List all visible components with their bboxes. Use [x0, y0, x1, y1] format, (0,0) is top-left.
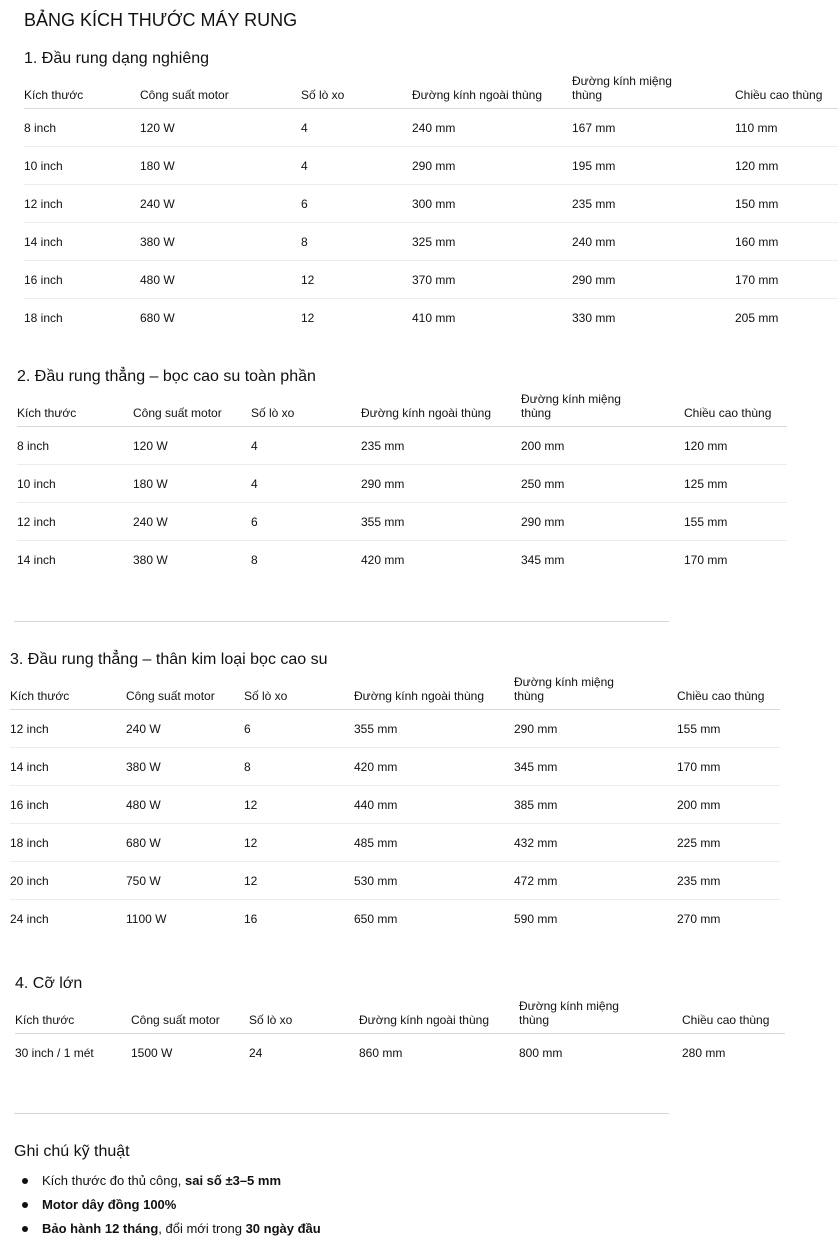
table-cell: 6	[244, 710, 354, 748]
table-cell: 8 inch	[24, 109, 140, 147]
table-row	[17, 541, 787, 579]
table-cell: 120 mm	[735, 147, 838, 185]
table-row	[17, 465, 787, 503]
table-cell: 12 inch	[24, 185, 140, 223]
table-cell: 20 inch	[10, 862, 126, 900]
table-cell: 180 W	[133, 465, 251, 503]
column-header: Đường kính miệng thùng	[514, 673, 677, 710]
table-cell: 240 W	[140, 185, 301, 223]
table-cell: 410 mm	[412, 310, 456, 325]
table-cell: 235 mm	[677, 862, 780, 900]
column-header: Số lò xo	[249, 997, 359, 1034]
table-cell: 680 W	[126, 824, 244, 862]
table-cell: 12	[244, 862, 354, 900]
column-header: Số lò xo	[244, 673, 354, 710]
table-cell: 24 inch	[10, 911, 49, 926]
table-row	[24, 299, 838, 337]
table-cell: 800 mm	[519, 1045, 563, 1060]
column-header: Đường kính ngoài thùng	[412, 72, 572, 109]
table-cell: 750 W	[126, 862, 244, 900]
table-cell: 180 W	[140, 147, 301, 185]
column-header: Đường kính miệng thùng	[572, 72, 735, 109]
column-header: Kích thước	[24, 72, 140, 109]
section-title: 3. Đầu rung thẳng – thân kim loại bọc cao su	[10, 651, 328, 668]
table-cell: 18 inch	[10, 824, 126, 862]
table-cell: 432 mm	[514, 824, 677, 862]
table-cell: 485 mm	[354, 824, 514, 862]
section-1	[24, 46, 838, 336]
table-cell: 4	[301, 109, 412, 147]
table-cell: 170 mm	[684, 552, 728, 567]
spec-table	[10, 673, 780, 937]
table-cell: 16	[244, 911, 258, 926]
table-cell: 380 W	[126, 748, 244, 786]
bullet-icon	[22, 1178, 28, 1184]
table-cell: 472 mm	[514, 862, 677, 900]
table-row	[24, 109, 838, 147]
column-header: Công suất motor	[133, 390, 251, 427]
table-header-row	[15, 997, 785, 1034]
table-row	[17, 427, 787, 465]
section-4	[15, 971, 785, 1071]
table-row	[10, 900, 780, 938]
section-title: 2. Đầu rung thẳng – bọc cao su toàn phần	[17, 368, 316, 385]
table-cell: 200 mm	[521, 427, 684, 465]
note-item: Kích thước đo thủ công, sai số ±3–5 mm	[42, 1169, 321, 1193]
table-cell: 280 mm	[682, 1045, 726, 1060]
column-header: Số lò xo	[251, 390, 361, 427]
table-cell: 325 mm	[412, 223, 572, 261]
column-header: Chiều cao thùng	[735, 72, 838, 109]
table-cell: 110 mm	[735, 109, 838, 147]
table-cell: 290 mm	[412, 147, 572, 185]
table-row	[24, 147, 838, 185]
table-cell: 170 mm	[735, 261, 838, 299]
notes-section	[14, 1139, 321, 1241]
column-header: Đường kính ngoài thùng	[361, 390, 521, 427]
table-cell: 290 mm	[361, 465, 521, 503]
column-header: Đường kính ngoài thùng	[359, 997, 519, 1034]
table-header-row	[24, 72, 838, 109]
table-cell: 12	[244, 824, 354, 862]
table-cell: 14 inch	[24, 223, 140, 261]
table-cell: 12 inch	[17, 503, 133, 541]
table-cell: 385 mm	[514, 786, 677, 824]
table-cell: 860 mm	[359, 1045, 403, 1060]
section-title: 4. Cỡ lớn	[15, 975, 83, 992]
table-cell: 120 mm	[684, 427, 787, 465]
table-row	[10, 710, 780, 748]
table-cell: 14 inch	[10, 748, 126, 786]
notes-list	[14, 1169, 321, 1241]
column-header: Đường kính miệng thùng	[521, 390, 684, 427]
table-cell: 480 W	[140, 261, 301, 299]
table-cell: 480 W	[126, 786, 244, 824]
table-cell: 4	[251, 465, 361, 503]
table-cell: 167 mm	[572, 109, 735, 147]
table-row	[10, 748, 780, 786]
table-cell: 4	[251, 427, 361, 465]
table-cell: 420 mm	[361, 552, 405, 567]
table-cell: 12	[301, 310, 315, 325]
column-header: Kích thước	[15, 997, 131, 1034]
column-header: Công suất motor	[140, 72, 301, 109]
table-cell: 355 mm	[361, 503, 521, 541]
table-cell: 170 mm	[677, 748, 780, 786]
table-cell: 380 W	[133, 552, 168, 567]
column-header: Công suất motor	[126, 673, 244, 710]
table-cell: 680 W	[140, 310, 175, 325]
table-cell: 120 W	[140, 109, 301, 147]
table-row	[24, 261, 838, 299]
table-cell: 150 mm	[735, 185, 838, 223]
table-cell: 1100 W	[126, 911, 167, 926]
table-cell: 420 mm	[354, 748, 514, 786]
column-header: Đường kính ngoài thùng	[354, 673, 514, 710]
table-cell: 300 mm	[412, 185, 572, 223]
table-cell: 290 mm	[572, 261, 735, 299]
table-cell: 290 mm	[521, 503, 684, 541]
table-cell: 12	[244, 786, 354, 824]
column-header: Số lò xo	[301, 72, 412, 109]
table-cell: 240 W	[126, 710, 244, 748]
section-title: 1. Đầu rung dạng nghiêng	[24, 50, 210, 67]
table-cell: 10 inch	[24, 147, 140, 185]
divider	[14, 621, 669, 622]
table-cell: 8	[301, 223, 412, 261]
table-cell: 530 mm	[354, 862, 514, 900]
table-cell: 250 mm	[521, 465, 684, 503]
table-cell: 330 mm	[572, 310, 616, 325]
table-cell: 270 mm	[677, 911, 721, 926]
bullet-icon	[22, 1226, 28, 1232]
table-cell: 1500 W	[131, 1045, 173, 1060]
table-cell: 8 inch	[17, 427, 133, 465]
table-cell: 155 mm	[677, 710, 780, 748]
table-cell: 590 mm	[514, 911, 558, 926]
table-cell: 240 W	[133, 503, 251, 541]
table-cell: 290 mm	[514, 710, 677, 748]
page-title: BẢNG KÍCH THƯỚC MÁY RUNG	[24, 10, 298, 30]
table-cell: 8	[244, 748, 354, 786]
table-cell: 16 inch	[10, 786, 126, 824]
table-cell: 200 mm	[677, 786, 780, 824]
column-header: Công suất motor	[131, 997, 249, 1034]
bullet-icon	[22, 1202, 28, 1208]
section-2	[17, 364, 787, 578]
spec-table	[17, 390, 787, 578]
table-cell: 12 inch	[10, 710, 126, 748]
column-header: Chiều cao thùng	[677, 673, 780, 710]
spec-table	[15, 997, 785, 1071]
column-header: Kích thước	[10, 673, 126, 710]
table-cell: 355 mm	[354, 710, 514, 748]
table-cell: 18 inch	[24, 310, 63, 325]
table-row	[17, 503, 787, 541]
table-cell: 160 mm	[735, 223, 838, 261]
table-cell: 205 mm	[735, 310, 779, 325]
table-row	[24, 185, 838, 223]
table-row	[10, 824, 780, 862]
column-header: Đường kính miệng thùng	[519, 997, 682, 1034]
table-cell: 14 inch	[17, 552, 56, 567]
table-cell: 650 mm	[354, 911, 398, 926]
table-header-row	[10, 673, 780, 710]
table-cell: 380 W	[140, 223, 301, 261]
table-cell: 12	[301, 261, 412, 299]
table-cell: 24	[249, 1045, 263, 1060]
table-cell: 155 mm	[684, 503, 787, 541]
table-cell: 370 mm	[412, 261, 572, 299]
table-cell: 195 mm	[572, 147, 735, 185]
spec-table	[24, 72, 838, 336]
table-header-row	[17, 390, 787, 427]
table-cell: 4	[301, 147, 412, 185]
column-header: Kích thước	[17, 390, 133, 427]
note-item: Bảo hành 12 tháng, đổi mới trong 30 ngày đầu	[42, 1217, 321, 1241]
table-cell: 30 inch / 1 mét	[15, 1045, 94, 1060]
table-row	[24, 223, 838, 261]
table-row	[15, 1034, 785, 1072]
table-row	[10, 786, 780, 824]
table-cell: 345 mm	[521, 552, 565, 567]
note-item: Motor dây đồng 100%	[42, 1193, 321, 1217]
table-cell: 240 mm	[572, 223, 735, 261]
table-cell: 6	[251, 503, 361, 541]
table-cell: 120 W	[133, 427, 251, 465]
table-cell: 440 mm	[354, 786, 514, 824]
notes-title: Ghi chú kỹ thuật	[14, 1143, 130, 1160]
table-cell: 6	[301, 185, 412, 223]
table-cell: 125 mm	[684, 465, 787, 503]
table-cell: 345 mm	[514, 748, 677, 786]
table-cell: 8	[251, 552, 258, 567]
column-header: Chiều cao thùng	[684, 390, 787, 427]
section-3	[10, 647, 780, 937]
divider	[14, 1113, 669, 1114]
column-header: Chiều cao thùng	[682, 997, 785, 1034]
table-cell: 10 inch	[17, 465, 133, 503]
table-row	[10, 862, 780, 900]
table-cell: 235 mm	[572, 185, 735, 223]
table-cell: 16 inch	[24, 261, 140, 299]
table-cell: 240 mm	[412, 109, 572, 147]
table-cell: 225 mm	[677, 824, 780, 862]
table-cell: 235 mm	[361, 427, 521, 465]
